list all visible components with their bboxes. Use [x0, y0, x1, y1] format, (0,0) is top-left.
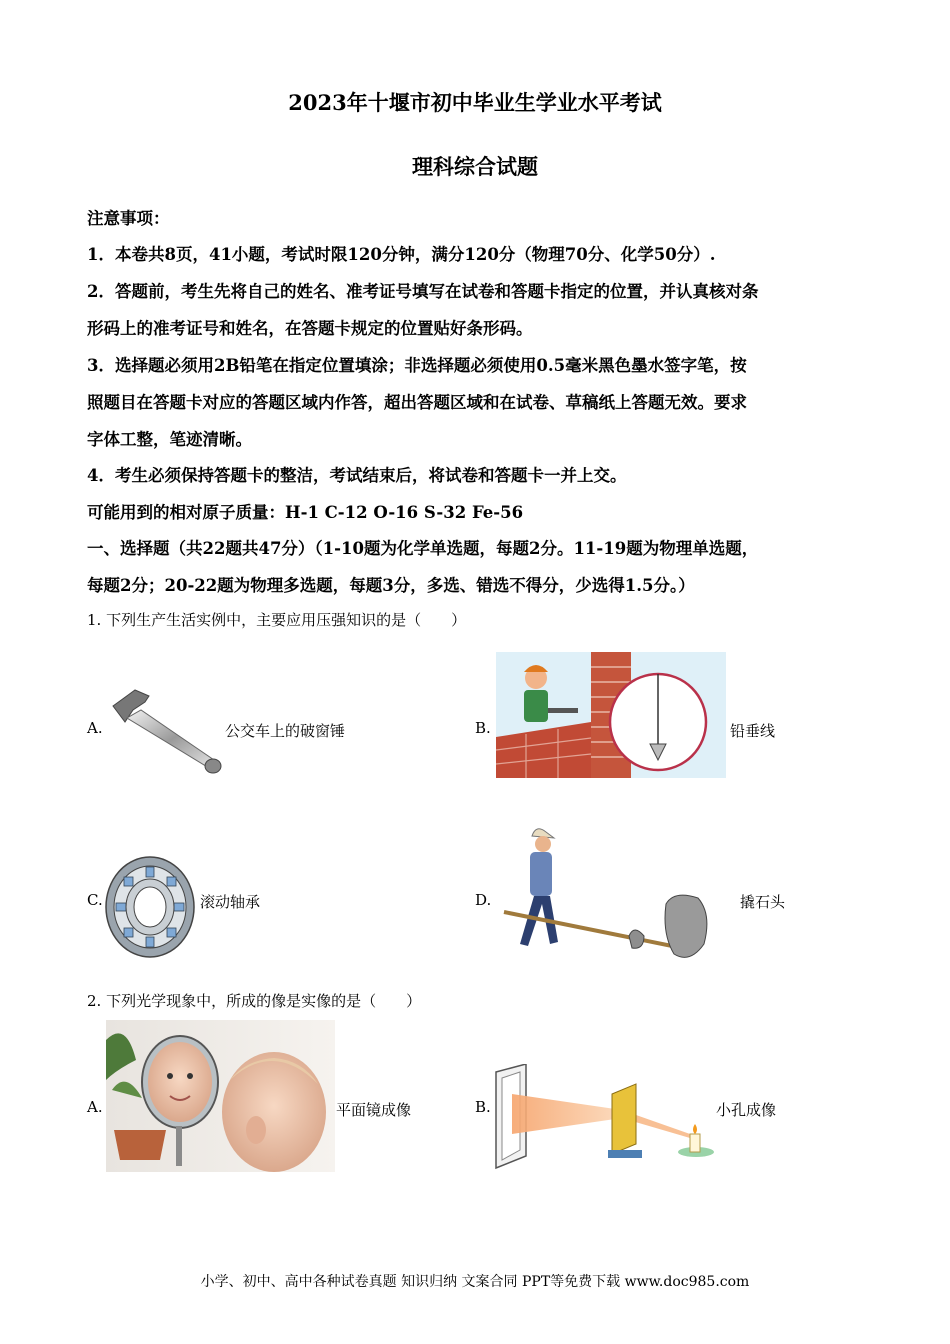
note-line: 照题目在答题卡对应的答题区域内作答，超出答题区域和在试卷、草稿纸上答题无效。要求 [87, 393, 747, 412]
note-line: 4．考生必须保持答题卡的整洁，考试结束后，将试卷和答题卡一并上交。 [87, 466, 627, 485]
notes-heading: 注意事项： [87, 209, 170, 228]
pinhole-image [492, 1064, 717, 1172]
mirror-photo [106, 1020, 335, 1172]
lever-image [494, 824, 719, 964]
section-heading: 一、选择题（共22题共47分）（1-10题为化学单选题，每题2分。11-19题为物理单选题， [87, 539, 759, 558]
option-letter: B. [475, 719, 491, 737]
option-caption: 公交车上的破窗锤 [225, 722, 346, 740]
page-footer: 小学、初中、高中各种试卷真题 知识归纳 文案合同 PPT等免费下载 www.doc985.com [200, 1274, 750, 1290]
option-letter: B. [475, 1098, 491, 1116]
option-letter: A. [87, 719, 103, 737]
hammer-image [105, 688, 225, 780]
question-1-stem: 1. 下列生产生活实例中，主要应用压强知识的是（ ） [87, 611, 467, 629]
section-heading-cont: 每题2分；20-22题为物理多选题，每题3分，多选、错选不得分，少选得1.5分。） [87, 576, 695, 595]
option-caption: 小孔成像 [716, 1101, 777, 1119]
exam-subtitle: 理科综合试题 [412, 154, 538, 179]
note-line: 字体工整，笔迹清晰。 [87, 430, 252, 449]
option-caption: 平面镜成像 [336, 1101, 412, 1119]
exam-title: 2023年十堰市初中毕业生学业水平考试 [288, 90, 662, 115]
note-line: 形码上的准考证号和姓名，在答题卡规定的位置贴好条形码。 [87, 319, 533, 338]
plumb-line-image [496, 652, 726, 778]
note-line: 2．答题前，考生先将自己的姓名、准考证号填写在试卷和答题卡指定的位置，并认真核对条 [87, 282, 759, 301]
option-caption: 铅垂线 [730, 722, 776, 740]
question-2-stem: 2. 下列光学现象中，所成的像是实像的是（ ） [87, 992, 422, 1010]
option-letter: C. [87, 891, 103, 909]
option-caption: 撬石头 [740, 893, 786, 911]
option-letter: A. [87, 1098, 103, 1116]
atomic-mass-line: 可能用到的相对原子质量：H-1 C-12 O-16 S-32 Fe-56 [87, 503, 524, 522]
note-line: 3．选择题必须用2B铅笔在指定位置填涂；非选择题必须使用0.5毫米黑色墨水签字笔，按 [87, 356, 747, 375]
note-line: 1．本卷共8页，41小题，考试时限120分钟，满分120分（物理70分、化学50分）. [87, 245, 716, 264]
option-caption: 滚动轴承 [200, 893, 261, 911]
bearing-image [104, 855, 196, 959]
option-letter: D. [475, 891, 492, 909]
